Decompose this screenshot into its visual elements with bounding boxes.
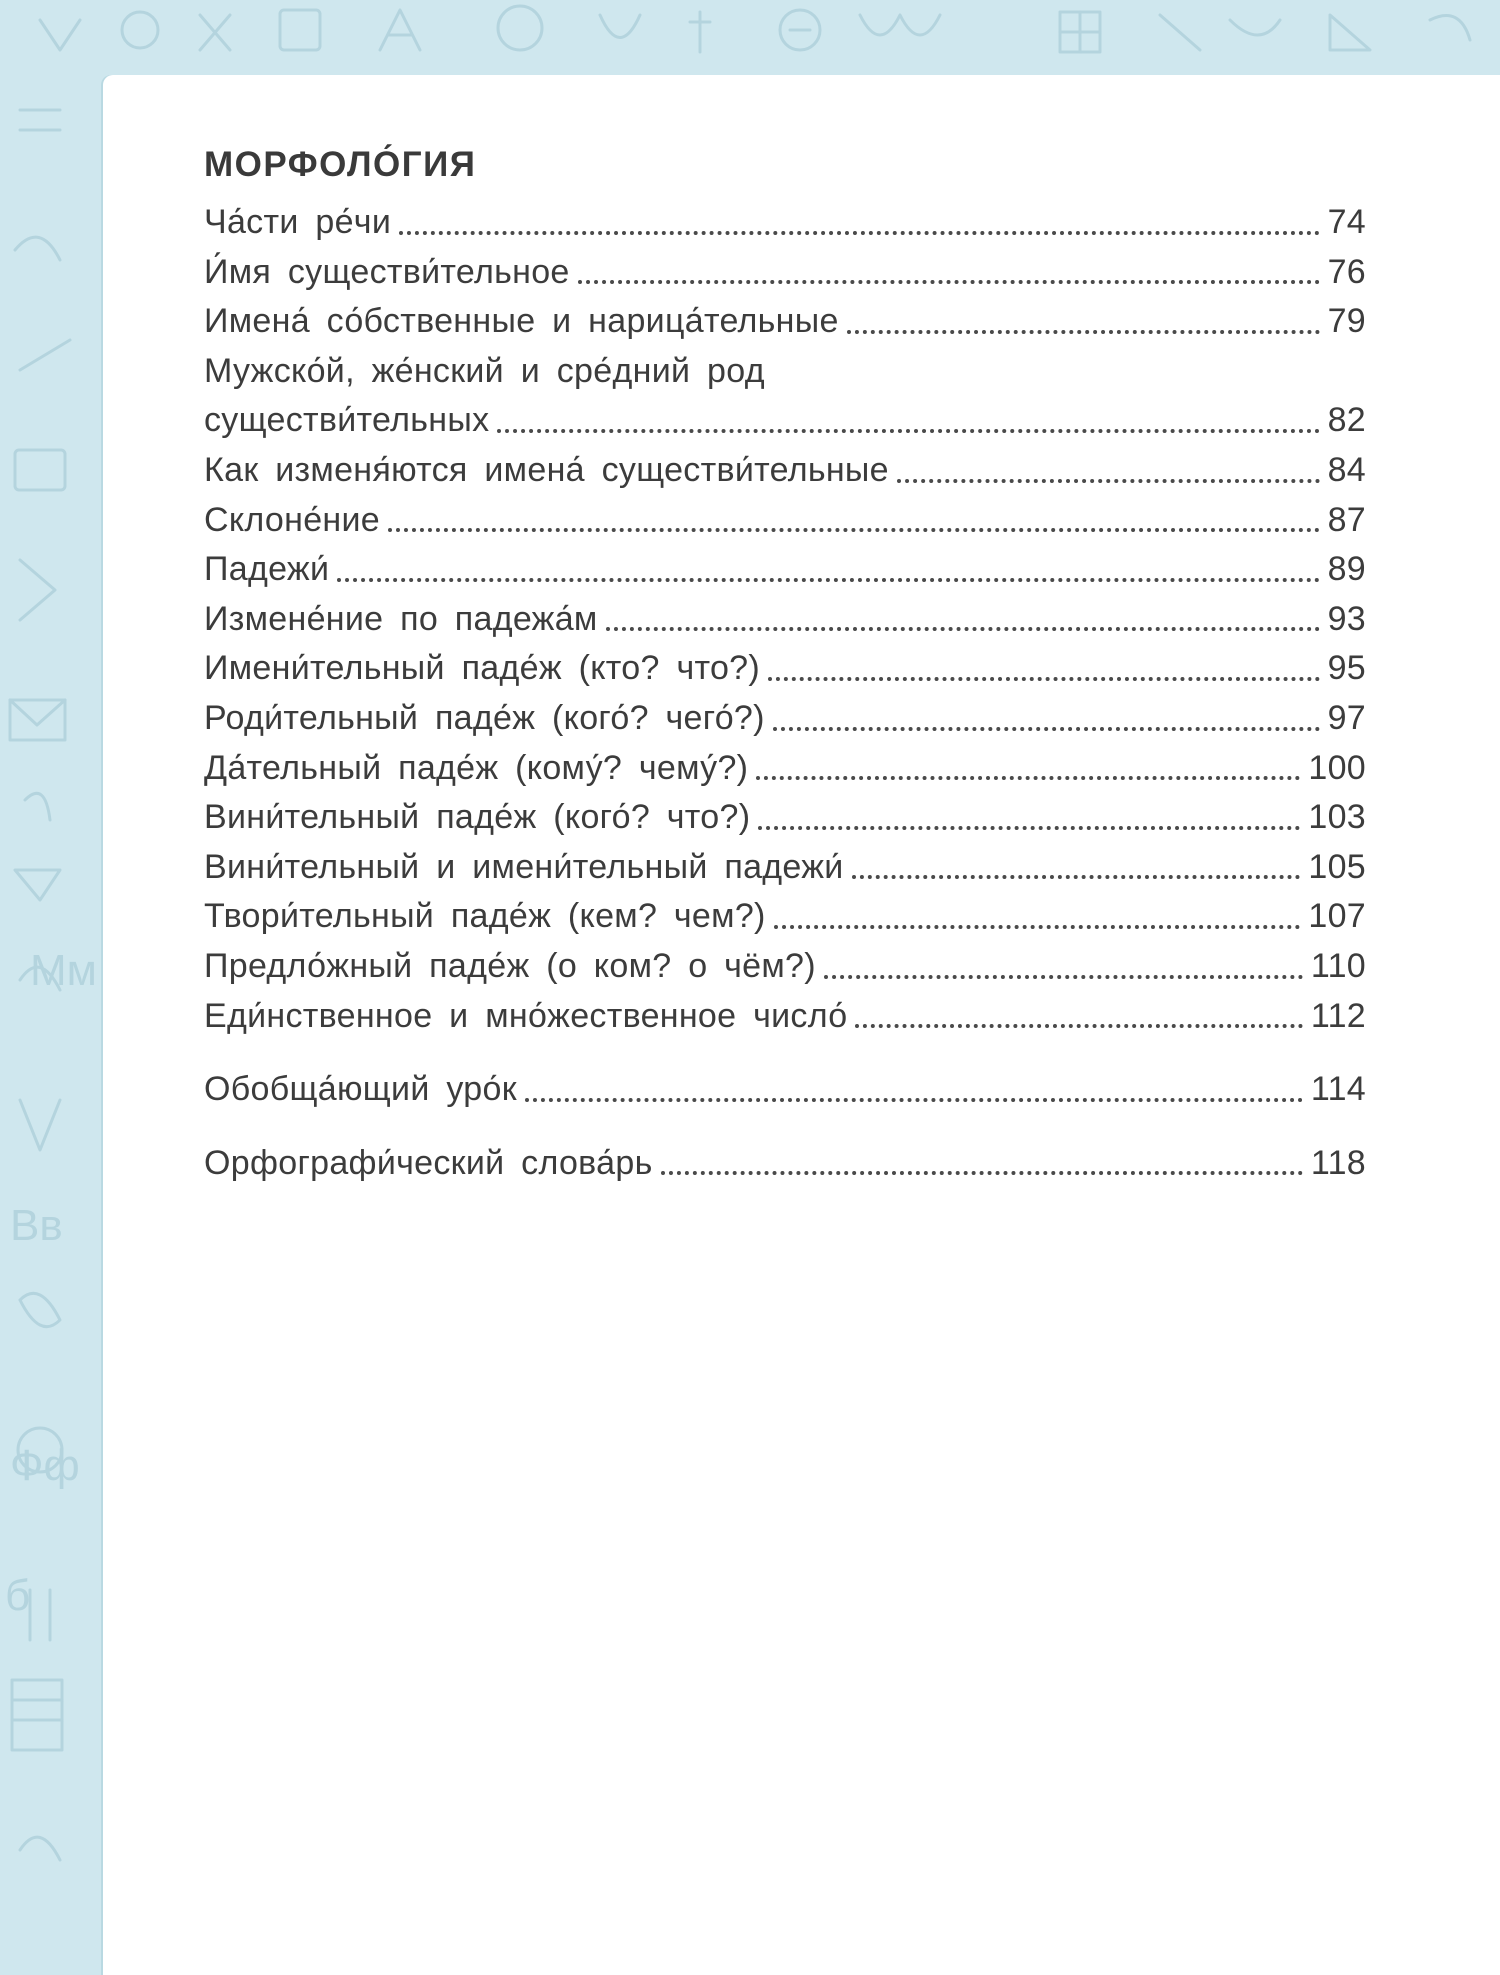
toc-entry-title: И́мя существи́тельное	[204, 252, 570, 291]
toc-entry	[204, 892, 1366, 942]
toc-entry	[204, 942, 1366, 992]
section-title: МОРФОЛО́ГИЯ	[204, 145, 477, 184]
toc-entry	[204, 793, 1366, 843]
svg-text:Вв: Вв	[10, 1201, 63, 1250]
toc-entry-title: Имени́тельный паде́ж (кто? что?)	[204, 649, 761, 688]
toc-entry	[204, 198, 1366, 248]
svg-text:б: б	[5, 1571, 31, 1620]
toc-entry-title: Еди́нственное и мно́жественное число́	[204, 996, 848, 1035]
toc-leader-dots	[852, 875, 1301, 879]
svg-text:Фф: Фф	[10, 1441, 80, 1490]
toc-leader-dots	[661, 1171, 1303, 1175]
toc-entry	[204, 248, 1366, 298]
toc-leader-dots	[847, 330, 1320, 334]
toc-entry-title: Твори́тельный паде́ж (кем? чем?)	[204, 897, 766, 936]
toc-entry-title: Склоне́ние	[204, 500, 381, 539]
toc-entry-title: Орфографи́ческий слова́рь	[204, 1143, 653, 1182]
toc-entry	[204, 843, 1366, 893]
toc-entry-title: Вини́тельный и имени́тельный падежи́	[204, 847, 844, 886]
toc-entry-page: 84	[1327, 450, 1366, 489]
toc-entry-page: 103	[1308, 798, 1366, 837]
toc-entry	[204, 992, 1366, 1042]
toc-entry-page: 89	[1327, 550, 1366, 589]
toc-entry-page: 82	[1327, 401, 1366, 440]
toc-entry-page: 112	[1310, 996, 1366, 1035]
toc-entry	[204, 694, 1366, 744]
toc-leader-dots	[525, 1098, 1303, 1102]
toc-entry-page: 76	[1327, 252, 1366, 291]
toc-leader-dots	[855, 1024, 1302, 1028]
svg-text:Мм: Мм	[30, 946, 97, 995]
toc-leader-dots	[897, 479, 1320, 483]
toc-entry-title: Вини́тельный паде́ж (кого́? что?)	[204, 798, 751, 837]
toc-entry-page: 100	[1308, 748, 1366, 787]
toc-entry-page: 107	[1308, 897, 1366, 936]
toc-entry-title: Да́тельный паде́ж (кому́? чему́?)	[204, 748, 749, 787]
toc-leader-dots	[388, 528, 1320, 532]
toc-entry	[204, 1139, 1366, 1189]
toc-entry	[204, 644, 1366, 694]
toc-entry-title: Обобща́ющий уро́к	[204, 1070, 517, 1109]
toc-leader-dots	[768, 677, 1320, 681]
toc-entry-title: Имена́ со́бственные и нарица́тельные	[204, 302, 839, 341]
toc-leader-dots	[774, 925, 1301, 929]
toc-entry	[204, 545, 1366, 595]
toc-leader-dots	[758, 826, 1300, 830]
toc-leader-dots	[497, 429, 1319, 433]
toc-leader-dots	[578, 280, 1320, 284]
toc-entry-title: Как изменя́ются имена́ существи́тельные	[204, 450, 889, 489]
toc-entry-title: Ча́сти ре́чи	[204, 203, 392, 241]
toc-entry-page: 79	[1327, 302, 1366, 341]
toc-leader-dots	[756, 776, 1300, 780]
toc-entry-page: 110	[1310, 946, 1366, 985]
toc-entry-title-line1: Мужско́й, же́нский и сре́дний род	[204, 351, 765, 390]
toc-entry-page: 105	[1308, 847, 1366, 886]
toc-entry	[204, 1065, 1366, 1115]
toc-entry	[204, 446, 1366, 496]
toc-leader-dots	[399, 231, 1319, 235]
toc-leader-dots	[606, 627, 1320, 631]
page	[103, 75, 1500, 1975]
toc-entry	[204, 595, 1366, 645]
toc-entry	[204, 496, 1366, 546]
toc-entry-page: 93	[1327, 599, 1366, 638]
toc-entry-title: Предло́жный паде́ж (о ком? о чём?)	[204, 946, 816, 985]
table-of-contents	[204, 140, 1366, 1188]
toc-entry-page: 97	[1327, 698, 1366, 737]
toc-entry-title: Роди́тельный паде́ж (кого́? чего́?)	[204, 698, 765, 737]
toc-entry-page: 118	[1310, 1143, 1366, 1182]
toc-entry	[204, 744, 1366, 794]
toc-entry	[204, 297, 1366, 347]
toc-entry-page: 95	[1327, 649, 1366, 688]
toc-entry-title: Падежи́	[204, 550, 330, 589]
toc-entry-title-line2: существи́тельных	[204, 401, 490, 440]
toc-entry-title: Измене́ние по падежа́м	[204, 599, 598, 638]
toc-entry-page: 74	[1327, 203, 1366, 241]
toc-leader-dots	[337, 578, 1319, 582]
toc-entry-page: 87	[1327, 500, 1366, 539]
toc-leader-dots	[773, 727, 1320, 731]
toc-entry	[204, 347, 1366, 446]
toc-leader-dots	[824, 975, 1303, 979]
toc-entry-page: 114	[1310, 1070, 1366, 1109]
